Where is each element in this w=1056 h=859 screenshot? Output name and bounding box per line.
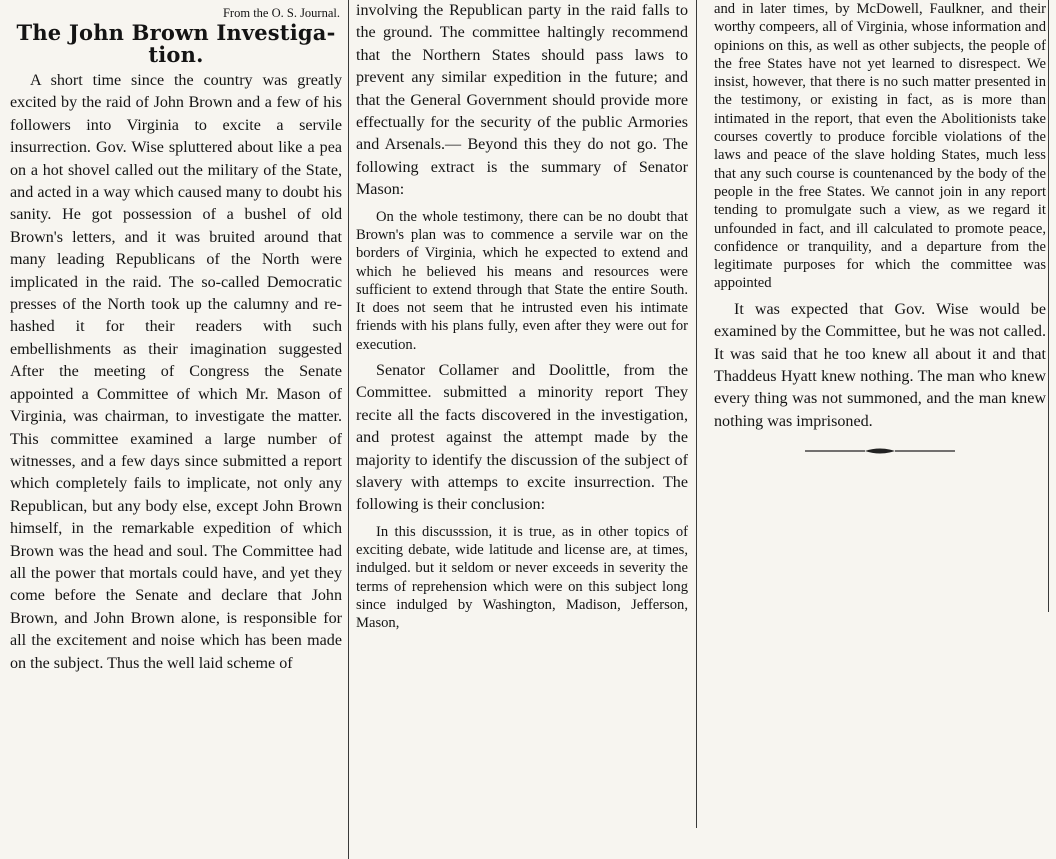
article-paragraph: Senator Collamer and Doolittle, from the Committee. submitted a minority report They recite all the facts discovered in the investigation, and protest against the attempt made by the majority to identify the discussion of the subject of slavery with attemps to excite insurrection. The following is their conclusion: [356,362,688,514]
source-line: From the O. S. Journal. [222,6,340,20]
column-rule [1048,0,1049,612]
article-paragraph: A short time since the country was greatly excited by the raid of John Brown and a few of his followers into Virginia to excite a servile insurrection. Gov. Wise spluttered about like a pea on a hot shovel called out the military of the State, and acted in a way which caused many to doubt his sanity. He got possession of a bushel of old Brown's letters, and it was bruited around that many leading Republicans of the North were implicated in the raid. The so-called Democratic presses of the North took up the calumny and re-hashed it for their readers with such embellishments as their imagination suggested After the meeting of Congress the Senate appointed a Committee of which Mr. Mason of Virginia, was chairman, to investigate the matter. This committee examined a large number of witnesses, and a few days since submitted a report which completely fails to implicate, not only any Republican, but any body else, except John Brown himself, in the remarkable expedition of which Brown was the head and soul. The Committee had all the power that mortals could have, and yet they come before the Senate and declare that John Brown, and John Brown alone, is responsible for all the excitement and noise which has been made on the subject. Thus the well laid scheme of [10,72,342,672]
column-rule [348,0,349,859]
column-rule [696,0,697,828]
article-paragraph: involving the Republican party in the raid falls to the ground. The committee haltingly recommend that the Northern States should pass laws to prevent any similar expedition in the future; and that the General Government should provide more effectually for the security of the public Armories and Arsenals.— Beyond this they do not go. The following extract is the summary of Senator Mason: [356,2,688,199]
quoted-extract: On the whole testimony, there can be no doubt that Brown's plan was to commence a servile war on the borders of Virginia, which he expected to extend and which he believed his means and resources were sufficient to extend through that State the entire South. It does not seem that he intrusted even his intimate friends with his plans fully, even after they were out for execution. [356,208,688,353]
column-2 [356,0,688,859]
column-1 [10,0,342,859]
column-3 [714,0,1046,859]
headline: The John Brown Investiga-tion. [16,20,336,67]
quoted-extract: In this discusssion, it is true, as in other topics of exciting debate, wide latitude and license are, at times, indulged. but it seldom or never exceeds in severity the terms of reprehension which were on this subject long since indulged by Washington, Madison, Jefferson, Mason, [356,523,688,632]
quoted-extract: and in later times, by McDowell, Faulkner, and their worthy compeers, all of Virginia, whose information and opinions on this, as well as other subjects, the people of the free States have not yet learned to disrespect. We insist, however, that there is no such matter presented in the testimony, or existing in fact, as is more than intimated in the report, that even the Abolitionists take courses covertly to produce forcible violations of the laws and peace of the slave holding States, much less that any such course is countenanced by the body of the people in the free States. We cannot join in any report tending to promulgate such a view, as we regard it unfounded in fact, and ill calculated to promote peace, confidence or tranquility, and a departure from the legitimate purposes for which the committee was appointed [714,1,1046,292]
ornament-icon [795,446,965,456]
article-paragraph: It was expected that Gov. Wise would be examined by the Committee, but he was not called. It was said that he too knew all about it and that Thaddeus Hyatt knew nothing. The man who knew every thing was not summoned, and the man knew nothing was imprisoned. [714,300,1046,430]
ornamental-rule [714,443,1046,461]
